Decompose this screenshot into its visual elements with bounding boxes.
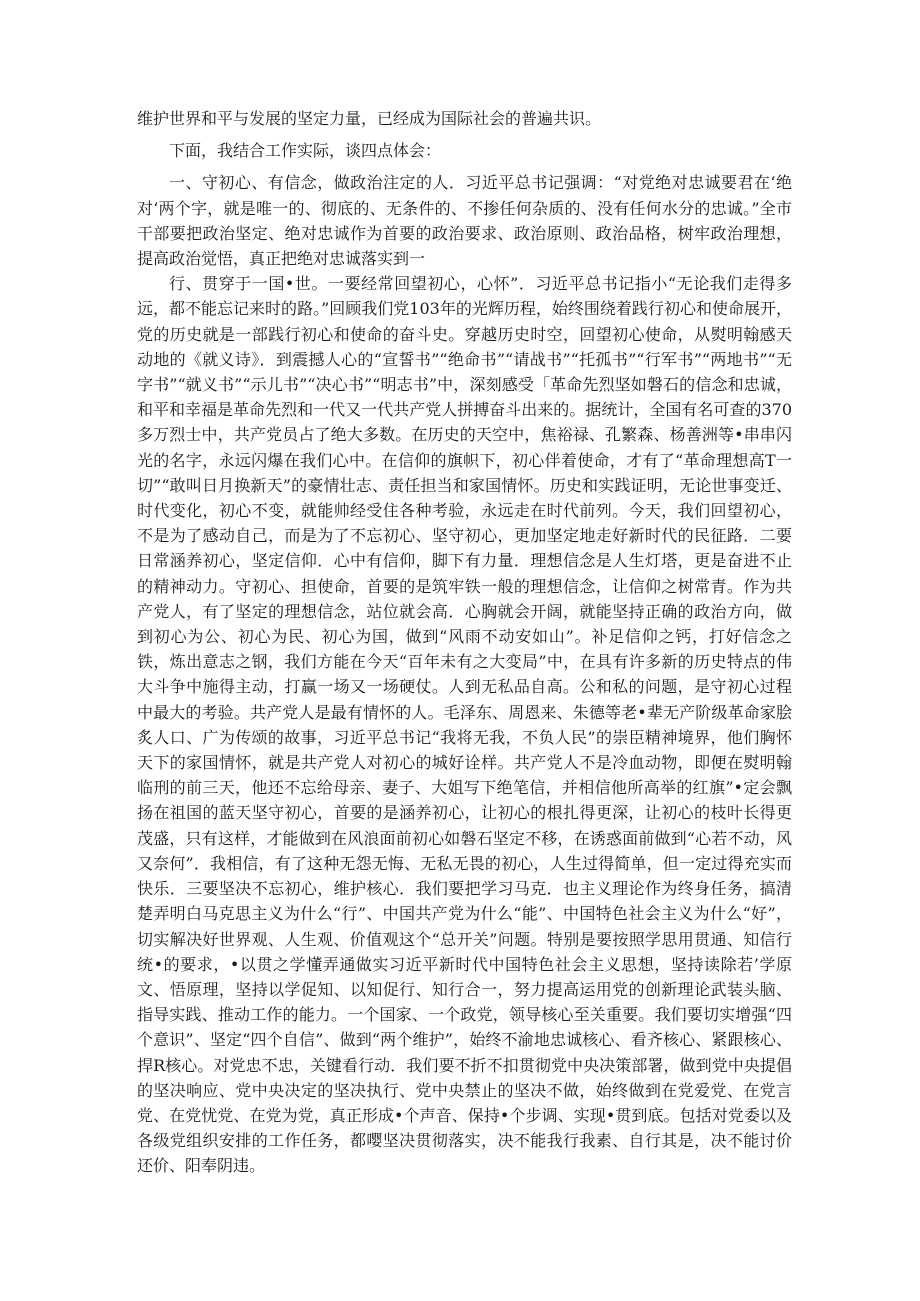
paragraph-intro: 下面，我结合工作实际，谈四点体会： <box>169 141 442 161</box>
paragraph-section-one-body: 行、贯穿于一国•世。一要经常回望初心，心怀”．习近平总书记指小“无论我们走得多远，都不能忘记来时的路。”回顾我们党103年的光辉历程，始终围绕着践行初心和使命展开，党的历史就是一部践行初心和使命的奋斗史。穿越历史时空，回望初心使命，从熨明翰感天动地的《就义诗》．到震撼人心的“宣誓书”“绝命书”“请战书”“托孤书”“行军书”“两地书”“无字书”“就义书”“示儿书”“决心书”“明志书”中，深刻感受「革命先烈坚如磐石的信念和忠诚，和平和幸福是革命先烈和一代又一代共产党人拼搏奋斗出来的。据统计，全国有名可查的370多万烈士中，共产党员占了绝大多数。在历史的天空中，焦裕禄、孔繁森、杨善洲等•串串闪光的名字，永远闪爆在我们心中。在信仰的旗帜下，初心伴着使命，才有了“革命理想高T一切”“敢叫日月换新天”的豪情壮志、责任担当和家国情怀。历史和实践证明，无论世事变迁、时代变化，初心不变，就能帅经受住各种考验，永远走在时代前列。今天，我们回望初心，不是为了感动自己，而是为了不忘初心、坚守初心，更加坚定地走好新时代的民征路．二要日常涵养初心，坚定信仰．心中有信仰，脚下有力量．理想信念是人生灯塔，更是奋进不止的精神动力。守初心、担使命，首要的是筑牢铁一般的理想信念，让信仰之树常青。作为共产党人，有了坚定的理想信念，站位就会高．心胸就会开阔，就能坚持正确的政治方向，做到初心为公、初心为民、初心为国，做到“风雨不动安如山”。补足信仰之钙，打好信念之铁，炼出意志之钢，我们方能在今天“百年未有之大变局”中，在具有许多新的历史特点的伟大斗争中施得主动，打赢一场又一场硬仗。人到无私品自高。公和私的问题，是守初心过程中最大的考验。共产党人是最有情怀的人。毛泽东、周恩来、朱德等老•辈无产阶级革命家脍炙人口、广为传颂的故事，习近平总书记“我将无我，不负人民”的崇臣精神境界，他们胸怀天下的家国情怀，就是共产党人对初心的城好诠样。共产党人不是冷血动物，即便在熨明翰临刑的前三天，他还不忘给母亲、妻子、大姐写下绝笔信，并相信他所高举的红旗”•定会飘扬在祖国的蓝天坚守初心，首要的是涵养初心，让初心的根扎得更深，让初心的枝叶长得更茂盛，只有这样，才能做到在风浪面前初心如磐石坚定不移，在诱惑面前做到“心若不动，风又奈何”．我相信，有了这种无怨无悔、无私无畏的初心，人生过得简单，但一定过得充实而快乐．三要坚决不忘初心，维护核心．我们要把学习马克．也主义理论作为终身任务，搞清楚弄明白马克思主义为什么“行”、中国共产党为什么“能”、中国特色社会主义为什么“好”，切实解决好世界观、人生观、价值观这个“总开关”问题。特别是要按照学思用贯通、知信行统•的要求，•以贯之学懂弄通做实习近平新时代中国特色社会主义思想，坚持读除若’学原文、悟原理，坚持以学促知、以知促行、知行合一，努力提高运用党的创新理论武装头脑、指导实践、推动工作的能力。一个国家、一个政党，领导核心至关重要。我们要切实增强“四个意识”、坚定“四个自信”、做到“两个维护”，始终不渝地忠诚核心、看齐核心、紧跟核心、捍R核心。对党忠不忠，关键看行动．我们要不折不扣贯彻党中央决策部署，做到党中央提倡的坚决响应、党中央决定的坚决执行、党中央禁止的坚决不做，始终做到在党爱党、在党言党、在党忧党、在党为党，真正形成•个声音、保持•个步调、实现•贯到底。包括对党委以及各级党组织安排的工作任务，都嘤坚决贯彻落实，决不能我行我素、自行其是，决不能讨价还价、阳奉阴违。 <box>137 274 792 1176</box>
paragraph-continuation: 维护世界和平与发展的坚定力量，已经成为国际社会的普遍共识。 <box>137 109 602 128</box>
document-body <box>137 106 792 1179</box>
paragraph-section-one: 一、守初心、有信念，做政治注定的人．习近平总书记强调：“对党绝对忠诚要君在‘绝对‘两个字，就是唯一的、彻底的、无条件的、不掺任何杂质的、没有任何水分的忠诚。”全市干部要把政治坚定、绝对忠诚作为首要的政治要求、政治原则、政治品格，树牢政治理想，提高政治觉悟，真正把绝对忠诚落实到一 <box>137 173 792 269</box>
